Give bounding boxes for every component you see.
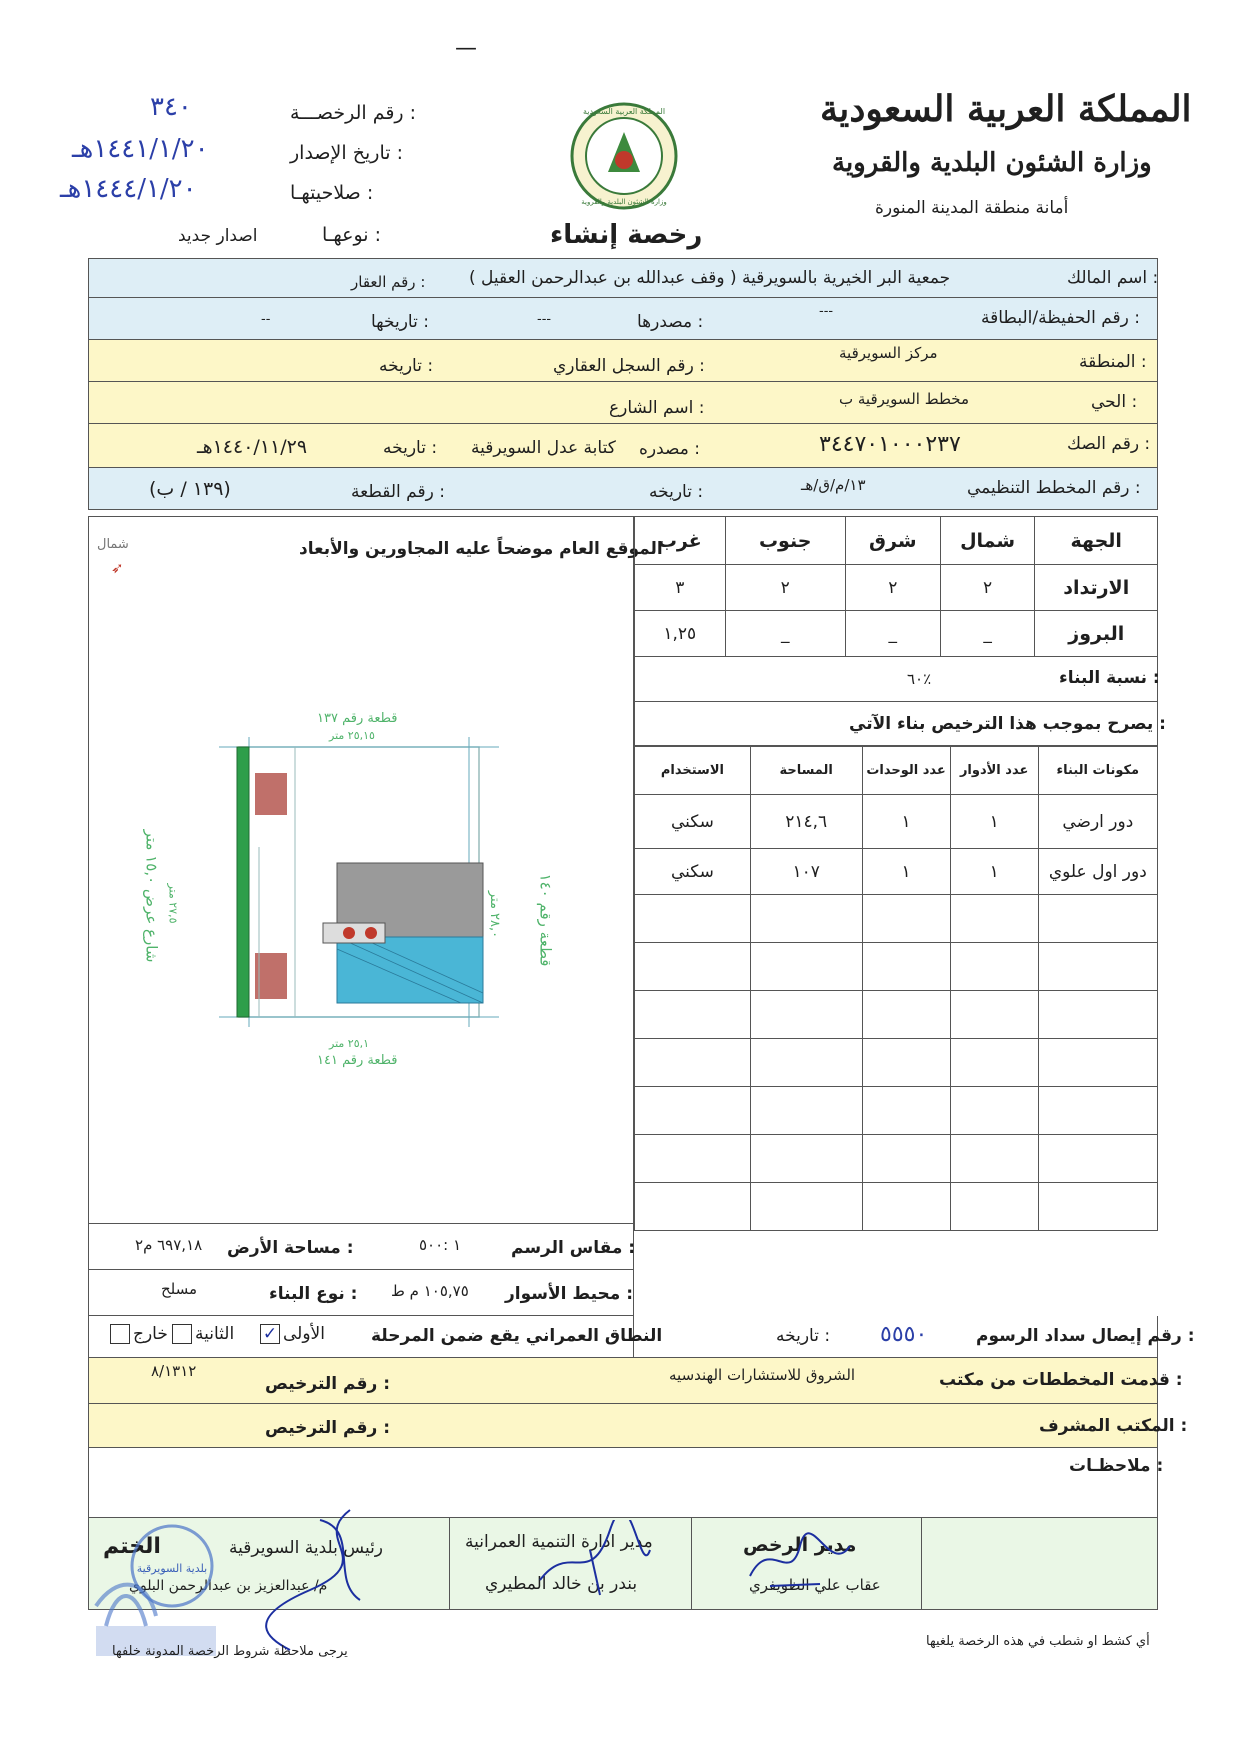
north-label: شمال <box>97 537 129 552</box>
plot-label: رقم القطعة : <box>351 482 445 502</box>
right-plot-label: قطعة رقم ١٤٠ <box>536 873 555 967</box>
projection-row-label: البروز <box>1035 611 1158 657</box>
fence-row <box>88 1270 634 1316</box>
setback-header-south: جنوب <box>725 517 845 565</box>
office-row <box>88 1358 1183 1404</box>
seal-text: المملكة العربية السعودية <box>582 107 666 116</box>
deed-row <box>88 424 1158 468</box>
registry-date-label: تاريخه : <box>379 356 434 376</box>
col-usage: الاستخدام <box>635 747 751 795</box>
setback-value: ٢ <box>940 565 1035 611</box>
setbacks-table <box>634 516 1158 657</box>
signature-title-licenses: مدير الرخص <box>743 1534 857 1556</box>
fence-value: ١٠٥,٧٥ م ط <box>391 1282 469 1300</box>
col-units: عدد الوحدات <box>862 747 950 795</box>
building-type-label: نوع البناء : <box>269 1284 358 1304</box>
scale-label: مقاس الرسم : <box>511 1238 636 1258</box>
ministry-title: وزارة الشئون البلدية والقروية <box>832 148 1152 178</box>
phase-first-text: الأولى <box>283 1324 325 1344</box>
site-plan-drawing <box>199 727 529 1047</box>
fees-row <box>634 1316 1195 1358</box>
outside-option[interactable] <box>107 1324 168 1344</box>
phase-second-option[interactable] <box>169 1324 234 1344</box>
fees-label: رقم إيصال سداد الرسوم : <box>976 1326 1195 1346</box>
table-cell: سكني <box>635 795 751 849</box>
table-cell: ١ <box>950 795 1038 849</box>
license-number-label: رقم الرخصـــة : <box>290 102 417 124</box>
projection-value: _ <box>725 611 845 657</box>
signature-name-licenses: عقاب علي الظويفري <box>749 1576 881 1594</box>
bottom-plot-label: قطعة رقم ١٤١ <box>317 1053 398 1068</box>
table-cell: سكني <box>635 849 751 895</box>
land-area-label: مساحة الأرض : <box>227 1238 354 1258</box>
projection-value: _ <box>845 611 940 657</box>
signature-scribble-urban <box>530 1520 660 1600</box>
region-row <box>88 340 1158 382</box>
plan-label: رقم المخطط التنظيمي : <box>967 478 1141 498</box>
office-value: الشروق للاستشارات الهندسيه <box>669 1366 856 1384</box>
owner-row <box>88 258 1158 298</box>
deed-date-value: ١٤٤٠/١١/٢٩هـ <box>197 436 308 458</box>
supervisor-license-label: رقم الترخيص : <box>265 1418 390 1438</box>
table-cell: ١ <box>950 849 1038 895</box>
signature-scribble-mayor <box>250 1500 390 1660</box>
signature-title-mayor: رئيس بلدية السويرقية <box>229 1538 384 1558</box>
building-ratio-row <box>634 656 1158 702</box>
deed-value: ٣٤٤٧٠١٠٠٠٢٣٧ <box>819 432 961 457</box>
building-type-value: مسلح <box>161 1280 198 1298</box>
setback-header-east: شرق <box>845 517 940 565</box>
permit-text: يصرح بموجب هذا الترخيص بناء الآتي : <box>849 714 1166 734</box>
id-card-row <box>88 298 1158 340</box>
deed-source-value: كتابة عدل السويرقية <box>471 438 616 458</box>
building-components-table <box>634 746 1158 1231</box>
outside-text: خارج <box>133 1324 168 1344</box>
region-value: مركز السويرقية <box>839 344 938 362</box>
table-cell: ٢١٤,٦ <box>750 795 862 849</box>
ministry-seal <box>568 100 680 212</box>
setback-header-direction: الجهة <box>1035 517 1158 565</box>
top-plot-label: قطعة رقم ١٣٧ <box>317 711 398 726</box>
table-cell: ١٠٧ <box>750 849 862 895</box>
stamp-label: الختم <box>103 1534 161 1559</box>
phase-first-option[interactable] <box>257 1324 325 1344</box>
bottom-dimension: ٢٥,١ متر <box>329 1037 370 1050</box>
setback-header-west: غرب <box>635 517 726 565</box>
stamp-text: بلدية السويرقية <box>136 1562 208 1575</box>
signature-title-urban: مدير ادارة التنمية العمرانية <box>465 1532 653 1552</box>
municipality-stamp <box>76 1506 226 1666</box>
signature-name-mayor: م/ عبدالعزيز بن عبدالرحمن البلوي <box>129 1578 328 1594</box>
phase-first-checkbox[interactable]: ✓ <box>260 1324 280 1344</box>
office-label: قدمت المخططات من مكتب : <box>939 1370 1183 1390</box>
building-ratio-value: ٦٠٪ <box>907 670 932 688</box>
site-map-panel <box>88 516 663 1224</box>
setback-row-label: الارتداد <box>1035 565 1158 611</box>
district-row <box>88 382 1158 424</box>
land-area-value: ٦٩٧,١٨ م٢ <box>135 1236 203 1254</box>
street-label: اسم الشارع : <box>609 398 705 418</box>
owner-value: جمعية البر الخيرية بالسويرقية ( وقف عبدالله بن عبدالرحمن العقيل ) <box>469 268 951 288</box>
fees-date-label: تاريخه : <box>776 1326 831 1346</box>
validity-value: ١٤٤٤/١/٢٠هـ <box>60 174 197 204</box>
license-number-value: ٣٤٠ <box>150 92 192 122</box>
phase-second-text: الثانية <box>195 1324 235 1344</box>
site-map-title: الموقع العام موضحاً عليه المجاورين والأبعاد <box>299 539 663 559</box>
table-cell: ١ <box>862 795 950 849</box>
issue-date-label: تاريخ الإصدار : <box>290 142 403 164</box>
supervisor-row <box>88 1404 1188 1448</box>
setback-value: ٢ <box>725 565 845 611</box>
plan-value: ١٣/م/ق/هـ <box>801 476 866 494</box>
deed-source-label: مصدره : <box>639 439 701 459</box>
id-card-label: رقم الحفيظة/البطاقة : <box>981 308 1140 328</box>
office-license-value: ٨/١٣١٢ <box>151 1362 197 1380</box>
scale-value: ١ :٥٠٠ <box>419 1236 462 1254</box>
north-arrow-icon: ➶ <box>111 559 124 577</box>
urban-scope-row <box>88 1316 663 1358</box>
id-source-label: مصدرها : <box>637 312 704 332</box>
col-component: مكونات البناء <box>1038 747 1157 795</box>
id-card-value: --- <box>819 304 834 319</box>
setback-header-north: شمال <box>940 517 1035 565</box>
document-title: رخصة إنشاء <box>550 220 703 250</box>
outside-checkbox[interactable] <box>110 1324 130 1344</box>
deed-date-label: تاريخه : <box>383 438 438 458</box>
id-date-value: -- <box>261 312 271 327</box>
amanah-title: أمانة منطقة المدينة المنورة <box>875 198 1069 218</box>
notes-row <box>88 1448 1164 1518</box>
top-mark: — <box>455 36 477 61</box>
phase-second-checkbox[interactable] <box>172 1324 192 1344</box>
scale-row <box>88 1224 634 1270</box>
district-value: مخطط السويرقية ب <box>839 390 969 408</box>
signature-name-urban: بندر بن خالد المطيري <box>485 1574 638 1594</box>
kingdom-title: المملكة العربية السعودية <box>820 88 1192 130</box>
setback-value: ٣ <box>635 565 726 611</box>
table-cell: دور اول علوي <box>1038 849 1157 895</box>
col-floors: عدد الأدوار <box>950 747 1038 795</box>
col-area: المساحة <box>750 747 862 795</box>
permit-text-row <box>634 702 1166 746</box>
table-cell: دور ارضي <box>1038 795 1157 849</box>
plot-value: (١٣٩ / ب) <box>149 478 231 500</box>
validity-label: صلاحيتهـا : <box>290 182 374 204</box>
seal-text-2: وزارة الشئون البلدية والقروية <box>581 198 667 206</box>
building-ratio-label: نسبة البناء : <box>1059 668 1160 688</box>
left-street-label: شارع عرض ١٥,٠ متر <box>142 829 161 963</box>
registry-label: رقم السجل العقاري : <box>553 356 705 376</box>
office-license-label: رقم الترخيص : <box>265 1374 390 1394</box>
notes-label: ملاحظـات : <box>1069 1456 1164 1476</box>
projection-value: ١,٢٥ <box>635 611 726 657</box>
left-dimension: ٢٧,٥ متر <box>166 883 180 924</box>
supervisor-label: المكتب المشرف : <box>1039 1416 1188 1436</box>
fees-value: ٥٥٥٠ <box>880 1322 928 1347</box>
region-label: المنطقة : <box>1079 352 1147 372</box>
footer-note: يرجى ملاحظة شروط الرخصة المدونة خلفها <box>112 1644 348 1659</box>
urban-scope-label: النطاق العمراني يقع ضمن المرحلة <box>371 1326 663 1346</box>
plan-date-label: تاريخه : <box>649 482 704 502</box>
id-source-value: --- <box>537 312 552 327</box>
deed-label: رقم الصك : <box>1067 434 1151 454</box>
issue-date-value: ١٤٤١/١/٢٠هـ <box>72 134 209 164</box>
top-dimension: ٢٥,١٥ متر <box>329 729 375 742</box>
license-type-value: اصدار جديد <box>178 226 258 246</box>
projection-value: _ <box>940 611 1035 657</box>
setback-value: ٢ <box>845 565 940 611</box>
plan-row <box>88 468 1158 510</box>
right-dimension: ٢٨,٠ متر <box>487 890 503 939</box>
id-date-label: تاريخها : <box>371 312 429 332</box>
license-type-label: نوعهـا : <box>322 224 382 246</box>
footer-warning: أي كشط او شطب في هذه الرخصة يلغيها <box>926 1634 1150 1649</box>
owner-label: اسم المالك : <box>1067 268 1159 288</box>
fence-label: محيط الأسوار : <box>505 1284 634 1304</box>
signature-scribble-licenses <box>740 1526 860 1596</box>
district-label: الحي : <box>1091 392 1138 412</box>
property-number-label: رقم العقار : <box>351 273 426 291</box>
table-cell: ١ <box>862 849 950 895</box>
